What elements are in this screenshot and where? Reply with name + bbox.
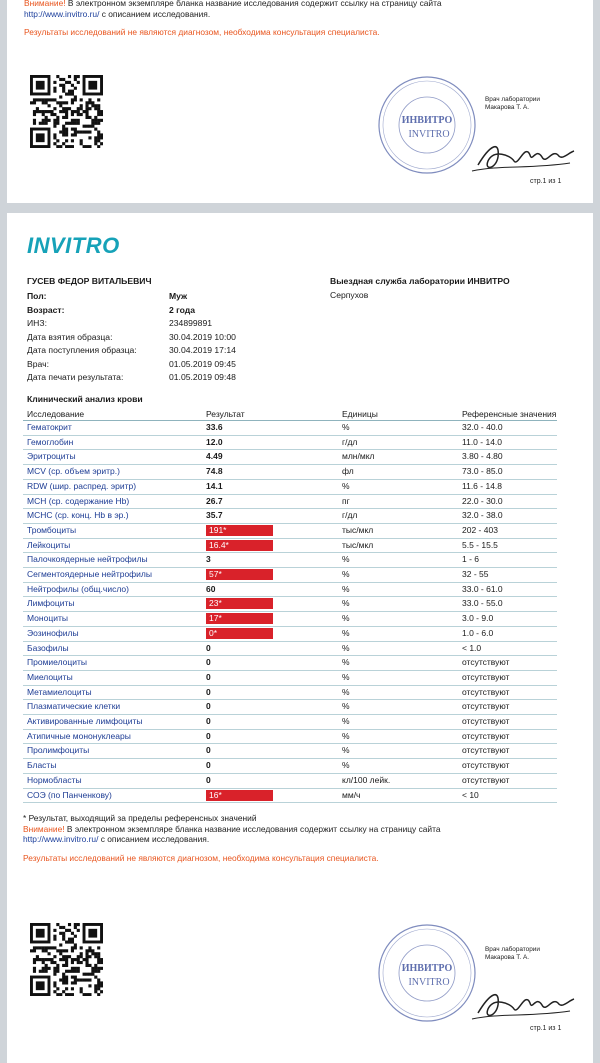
table-row [23, 553, 557, 568]
test-name-link[interactable]: Бласты [23, 759, 202, 774]
test-name-link[interactable]: Базофилы [23, 641, 202, 656]
reference-range: отсутствуют [458, 759, 557, 774]
test-name-link[interactable]: Эритроциты [23, 450, 202, 465]
table-row [23, 656, 557, 671]
qr-code-icon [30, 75, 103, 148]
table-row [23, 729, 557, 744]
test-name-link[interactable]: Нейтрофилы (общ.число) [23, 582, 202, 597]
field-value: Муж [169, 291, 188, 301]
lab-name: Выездная служба лаборатории ИНВИТРО [330, 276, 510, 286]
test-result [202, 656, 338, 671]
warning-label: Внимание! [23, 823, 65, 834]
test-unit: % [338, 479, 458, 494]
abnormal-value: 16* [206, 790, 273, 801]
svg-text:INVITRO: INVITRO [408, 129, 450, 140]
signature-icon [470, 135, 580, 180]
field-value: 01.05.2019 09:45 [169, 358, 236, 369]
test-name-link[interactable]: Пролимфоциты [23, 744, 202, 759]
reference-range: 3.0 - 9.0 [458, 612, 557, 627]
table-row [23, 582, 557, 597]
header-test: Исследование [23, 409, 202, 421]
footer-notes [23, 813, 441, 863]
warning-text: В электронном экземпляре бланка название исследования содержит ссылку на страницу сайта [64, 823, 441, 834]
test-result [202, 626, 338, 641]
test-result [202, 744, 338, 759]
table-row [23, 788, 557, 803]
test-result [202, 568, 338, 583]
doctor-title: Врач лаборатории [485, 96, 540, 103]
test-result [202, 685, 338, 700]
test-name-link[interactable]: MCV (ср. объем эритр.) [23, 465, 202, 480]
result-value: 74.8 [206, 466, 223, 477]
table-row [23, 523, 557, 538]
abnormal-value: 17* [206, 613, 273, 624]
table-row [23, 494, 557, 509]
test-result [202, 479, 338, 494]
report-page-previous [7, 0, 593, 203]
field-value: 30.04.2019 17:14 [169, 345, 236, 355]
test-unit: мм/ч [338, 788, 458, 803]
reference-range: отсутствуют [458, 744, 557, 759]
test-unit: % [338, 421, 458, 436]
field-value: 01.05.2019 09:48 [169, 372, 236, 382]
warning-label: Внимание! [24, 0, 66, 8]
result-value: 12.0 [206, 436, 223, 447]
test-unit: % [338, 568, 458, 583]
result-value: 35.7 [206, 510, 223, 521]
table-row [23, 568, 557, 583]
site-link[interactable]: http://www.invitro.ru/ [23, 834, 99, 844]
svg-text:INVITRO: INVITRO [408, 977, 450, 988]
result-value: 0 [206, 657, 211, 668]
table-row [23, 700, 557, 715]
test-unit: кл/100 лейк. [338, 773, 458, 788]
header-units: Единицы [338, 409, 458, 421]
result-value: 26.7 [206, 495, 223, 506]
patient-field [27, 304, 236, 318]
reference-range: 202 - 403 [458, 523, 557, 538]
warning-text-suffix: с описанием исследования. [98, 834, 210, 844]
reference-range: 32 - 55 [458, 568, 557, 583]
table-row [23, 450, 557, 465]
result-value: 0 [206, 760, 211, 771]
reference-range: отсутствуют [458, 715, 557, 730]
test-result [202, 523, 338, 538]
test-unit: пг [338, 494, 458, 509]
test-result [202, 435, 338, 450]
svg-text:ИНВИТРО: ИНВИТРО [401, 115, 453, 126]
test-result [202, 450, 338, 465]
test-result [202, 509, 338, 524]
test-unit: % [338, 700, 458, 715]
field-label: Возраст: [27, 304, 65, 315]
test-name-link[interactable]: MCHC (ср. конц. Hb в эр.) [23, 509, 202, 524]
reference-range: 22.0 - 30.0 [458, 494, 557, 509]
reference-range: отсутствуют [458, 773, 557, 788]
reference-range: 5.5 - 15.5 [458, 538, 557, 553]
field-label: Дата печати результата: [27, 372, 124, 382]
test-name-link[interactable]: Активированные лимфоциты [23, 715, 202, 730]
field-label: Врач: [27, 358, 49, 369]
report-page [7, 213, 593, 1063]
test-result [202, 715, 338, 730]
footnote: * Результат, выходящий за пределы референсных значений [23, 813, 257, 823]
table-row [23, 479, 557, 494]
warning-notice [24, 0, 584, 19]
field-label: Пол: [27, 291, 47, 301]
doctor-name: Макарова Т. А. [485, 954, 529, 961]
test-result [202, 773, 338, 788]
test-result [202, 597, 338, 612]
table-row [23, 641, 557, 656]
test-unit: % [338, 759, 458, 774]
table-row [23, 612, 557, 627]
svg-text:ИНВИТРО: ИНВИТРО [401, 963, 453, 974]
result-value: 60 [206, 583, 216, 594]
reference-range: < 1.0 [458, 641, 557, 656]
test-unit: % [338, 685, 458, 700]
test-result [202, 421, 338, 436]
result-value: 0 [206, 642, 211, 653]
doctor-signature-block [485, 946, 540, 962]
warning-text: В электронном экземпляре бланка название исследования содержит ссылку на страницу сайта [65, 0, 442, 8]
result-value: 0 [206, 730, 211, 741]
test-name-link[interactable]: Гемоглобин [23, 435, 202, 450]
result-value: 0 [206, 716, 211, 727]
test-name-link[interactable]: Эозинофилы [23, 626, 202, 641]
test-unit: фл [338, 465, 458, 480]
disclaimer: Результаты исследований не являются диагнозом, необходима консультация специалиста. [23, 852, 379, 863]
page-number: стр.1 из 1 [530, 1025, 562, 1032]
abnormal-value: 191* [206, 525, 273, 536]
test-unit: % [338, 729, 458, 744]
test-unit: млн/мкл [338, 450, 458, 465]
field-label: Дата взятия образца: [27, 331, 113, 342]
table-row [23, 773, 557, 788]
test-unit: % [338, 582, 458, 597]
result-value: 0 [206, 701, 211, 712]
reference-range: отсутствуют [458, 656, 557, 671]
doctor-signature-block [485, 96, 540, 112]
results-table [23, 409, 557, 803]
result-value: 33.6 [206, 422, 223, 432]
test-name-link[interactable]: СОЭ (по Панченкову) [23, 788, 202, 803]
test-name-link[interactable]: Нормобласты [23, 773, 202, 788]
qr-code-icon [30, 923, 103, 996]
header-result: Результат [202, 409, 338, 421]
test-name-link[interactable]: Гематокрит [23, 421, 202, 436]
test-name-link[interactable]: Моноциты [23, 612, 202, 627]
patient-field [27, 358, 236, 372]
patient-name: ГУСЕВ ФЕДОР ВИТАЛЬЕВИЧ [27, 276, 152, 286]
test-unit: % [338, 597, 458, 612]
test-result [202, 729, 338, 744]
reference-range: 1 - 6 [458, 553, 557, 568]
result-value: 0 [206, 745, 211, 756]
reference-range: 33.0 - 61.0 [458, 582, 557, 597]
test-unit: % [338, 656, 458, 671]
test-result [202, 582, 338, 597]
test-name-link[interactable]: Сегментоядерные нейтрофилы [23, 568, 202, 583]
field-value: 234899891 [169, 318, 213, 328]
reference-range: отсутствуют [458, 685, 557, 700]
lab-city: Серпухов [330, 290, 369, 300]
result-value: 4.49 [206, 451, 223, 462]
test-name-link[interactable]: RDW (шир. распред. эритр) [23, 479, 202, 494]
result-value: 0 [206, 686, 211, 697]
test-result [202, 670, 338, 685]
abnormal-value: 0* [206, 628, 273, 639]
patient-field [27, 317, 236, 331]
patient-field [27, 344, 236, 358]
warning-text-suffix: с описанием исследования. [99, 8, 211, 19]
table-row [23, 759, 557, 774]
table-row [23, 597, 557, 612]
test-name-link[interactable]: Лимфоциты [23, 597, 202, 612]
disclaimer: Результаты исследований не являются диагнозом, необходима консультация специалиста. [24, 27, 380, 37]
field-label: ИНЗ: [27, 318, 47, 328]
field-value: 2 года [169, 304, 196, 315]
test-unit: г/дл [338, 509, 458, 524]
result-value: 3 [206, 554, 211, 565]
doctor-title: Врач лаборатории [485, 946, 540, 953]
reference-range: отсутствуют [458, 729, 557, 744]
table-row [23, 509, 557, 524]
abnormal-value: 57* [206, 569, 273, 580]
test-result [202, 641, 338, 656]
reference-range: 11.6 - 14.8 [458, 479, 557, 494]
test-unit: % [338, 612, 458, 627]
field-value: 30.04.2019 10:00 [169, 331, 236, 342]
header-reference: Референсные значения [458, 409, 557, 421]
result-value: 14.1 [206, 480, 223, 491]
test-unit: г/дл [338, 435, 458, 450]
test-unit: тыс/мкл [338, 523, 458, 538]
table-row [23, 435, 557, 450]
section-title: Клинический анализ крови [27, 394, 143, 404]
reference-range: 32.0 - 38.0 [458, 509, 557, 524]
test-result [202, 700, 338, 715]
test-name-link[interactable]: MCH (ср. содержание Hb) [23, 494, 202, 509]
test-unit: % [338, 744, 458, 759]
site-link[interactable]: http://www.invitro.ru/ [24, 8, 100, 19]
test-unit: тыс/мкл [338, 538, 458, 553]
table-row [23, 685, 557, 700]
patient-field [27, 331, 236, 345]
reference-range: отсутствуют [458, 670, 557, 685]
reference-range: 3.80 - 4.80 [458, 450, 557, 465]
test-name-link[interactable]: Промиелоциты [23, 656, 202, 671]
table-row [23, 626, 557, 641]
test-result [202, 494, 338, 509]
reference-range: 32.0 - 40.0 [458, 421, 557, 436]
test-name-link[interactable]: Метамиелоциты [23, 685, 202, 700]
doctor-name: Макарова Т. А. [485, 104, 529, 111]
result-value: 0 [206, 671, 211, 682]
test-result [202, 465, 338, 480]
test-unit: % [338, 553, 458, 568]
test-result [202, 759, 338, 774]
test-name-link[interactable]: Миелоциты [23, 670, 202, 685]
test-unit: % [338, 641, 458, 656]
test-name-link[interactable]: Палочкоядерные нейтрофилы [23, 553, 202, 568]
test-name-link[interactable]: Лейкоциты [23, 538, 202, 553]
reference-range: 11.0 - 14.0 [458, 435, 557, 450]
test-result [202, 612, 338, 627]
test-unit: % [338, 626, 458, 641]
patient-info [27, 290, 236, 385]
result-value: 0 [206, 774, 211, 785]
table-row [23, 421, 557, 436]
table-row [23, 715, 557, 730]
reference-range: отсутствуют [458, 700, 557, 715]
table-row [23, 465, 557, 480]
field-label: Дата поступления образца: [27, 345, 137, 355]
table-row [23, 744, 557, 759]
reference-range: 73.0 - 85.0 [458, 465, 557, 480]
test-name-link[interactable]: Тромбоциты [23, 523, 202, 538]
table-header-row [23, 409, 557, 421]
patient-field [27, 371, 236, 385]
invitro-logo: INVITRO [27, 233, 120, 258]
test-unit: % [338, 670, 458, 685]
page-number: стр.1 из 1 [530, 178, 562, 185]
test-unit: % [338, 715, 458, 730]
reference-range: 33.0 - 55.0 [458, 597, 557, 612]
reference-range: < 10 [458, 788, 557, 803]
abnormal-value: 16.4* [206, 540, 273, 551]
table-row [23, 670, 557, 685]
test-result [202, 788, 338, 803]
table-row [23, 538, 557, 553]
reference-range: 1.0 - 6.0 [458, 626, 557, 641]
abnormal-value: 23* [206, 598, 273, 609]
test-name-link[interactable]: Атипичные мононуклеары [23, 729, 202, 744]
patient-field [27, 290, 236, 304]
test-result [202, 538, 338, 553]
signature-icon [470, 983, 580, 1028]
test-result [202, 553, 338, 568]
test-name-link[interactable]: Плазматические клетки [23, 700, 202, 715]
